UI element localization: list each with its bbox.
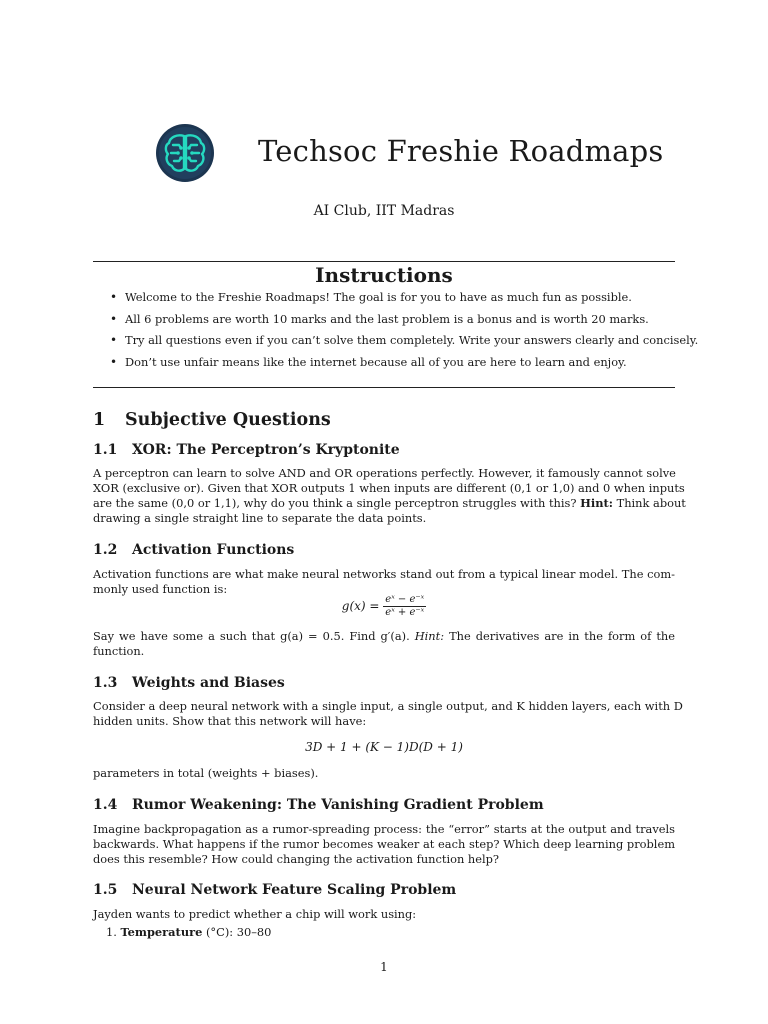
hint-label: Hint: [580, 496, 613, 510]
question-1-2-text [93, 567, 675, 597]
instruction-item: • Don’t use unfair means like the internet because all of you are here to learn and enjoy. [110, 355, 680, 370]
text-line: Activation functions are what make neural networks stand out from a typical linear model. The com- [93, 567, 675, 581]
text-line: drawing a single straight line to separate the data points. [93, 511, 427, 525]
subsection-number: 1.1 [93, 442, 118, 458]
subsection-heading-1-3 [93, 675, 285, 691]
subsection-title: XOR: The Perceptron’s Kryptonite [132, 442, 400, 458]
text-line: A perceptron can learn to solve AND and OR operations perfectly. However, it famously cannot solve [93, 466, 676, 480]
page-number: 1 [380, 960, 388, 974]
divider-top [93, 261, 675, 262]
instruction-item: • Welcome to the Freshie Roadmaps! The goal is for you to have as much fun as possible. [110, 290, 680, 305]
section-number: 1 [93, 410, 106, 430]
section-title: Subjective Questions [125, 410, 331, 430]
subsection-heading-1-5 [93, 882, 456, 898]
instruction-item: • All 6 problems are worth 10 marks and the last problem is a bonus and is worth 20 marks. [110, 312, 680, 327]
feature-range: (°C): 30–80 [205, 925, 272, 939]
section-heading [93, 410, 331, 430]
question-1-1-text [93, 466, 686, 526]
subsection-number: 1.4 [93, 797, 118, 813]
parameter-count-equation: 3D + 1 + (K − 1)D(D + 1) [305, 740, 463, 754]
tanh-equation [0, 594, 768, 619]
text-line: XOR (exclusive or). Given that XOR outputs 1 when inputs are different (0,1 or 1,0) and 0 when inputs [93, 481, 685, 495]
text-line: Consider a deep neural network with a single input, a single output, and K hidden layers, each with D [93, 699, 683, 713]
question-1-3-followup [93, 766, 675, 781]
hint-label: Hint: [414, 629, 445, 643]
text-line: are the same (0,0 or 1,1), why do you think a single perceptron struggles with this? Hint: Think about [93, 496, 686, 510]
instructions-list [110, 290, 699, 376]
subsection-title: Weights and Biases [132, 675, 285, 691]
subsection-heading-1-2 [93, 542, 294, 558]
text-line: Imagine backpropagation as a rumor-spreading process: the “error” starts at the output and travels [93, 822, 675, 836]
equation-lhs: g(x) = [341, 599, 380, 613]
text-line: Say we have some a such that g(a) = 0.5. Find g′(a). Hint: The derivatives are in the form of the [93, 629, 676, 643]
question-1-3-text [93, 699, 683, 729]
subsection-title: Rumor Weakening: The Vanishing Gradient Problem [132, 797, 544, 813]
text-line: does this resemble? How could changing the activation function help? [93, 852, 500, 866]
list-number: 1. [106, 925, 117, 939]
feature-list-item [106, 925, 271, 939]
equation-numerator: eˣ − e⁻ˣ [385, 594, 425, 605]
feature-name: Temperature [120, 925, 203, 939]
subsection-title: Activation Functions [132, 542, 295, 558]
text-line: backwards. What happens if the rumor becomes weaker at each step? Which deep learning problem [93, 837, 675, 851]
instructions-heading: Instructions [315, 263, 453, 287]
equation-denominator: eˣ + e⁻ˣ [385, 607, 425, 618]
text-line: monly used function is: [93, 582, 228, 596]
question-1-5-text [93, 907, 675, 922]
equation-fraction [383, 594, 426, 619]
subsection-number: 1.3 [93, 675, 118, 691]
subsection-heading-1-1 [93, 442, 400, 458]
question-1-2-followup [93, 629, 675, 659]
text-line: parameters in total (weights + biases). [93, 766, 319, 780]
text-line: hidden units. Show that this network will have: [93, 714, 367, 728]
brain-circuit-icon [155, 123, 215, 183]
document-author: AI Club, IIT Madras [313, 203, 455, 219]
text-line: Jayden wants to predict whether a chip will work using: [93, 907, 417, 921]
instruction-item: • Try all questions even if you can’t solve them completely. Write your answers clearly and concisely. [110, 333, 680, 348]
document-title: Techsoc Freshie Roadmaps [258, 134, 664, 168]
subsection-title: Neural Network Feature Scaling Problem [132, 882, 457, 898]
subsection-number: 1.2 [93, 542, 118, 558]
question-1-4-text [93, 822, 675, 867]
subsection-number: 1.5 [93, 882, 118, 898]
divider-bottom [93, 387, 675, 388]
subsection-heading-1-4 [93, 797, 544, 813]
text-line: function. [93, 644, 145, 658]
